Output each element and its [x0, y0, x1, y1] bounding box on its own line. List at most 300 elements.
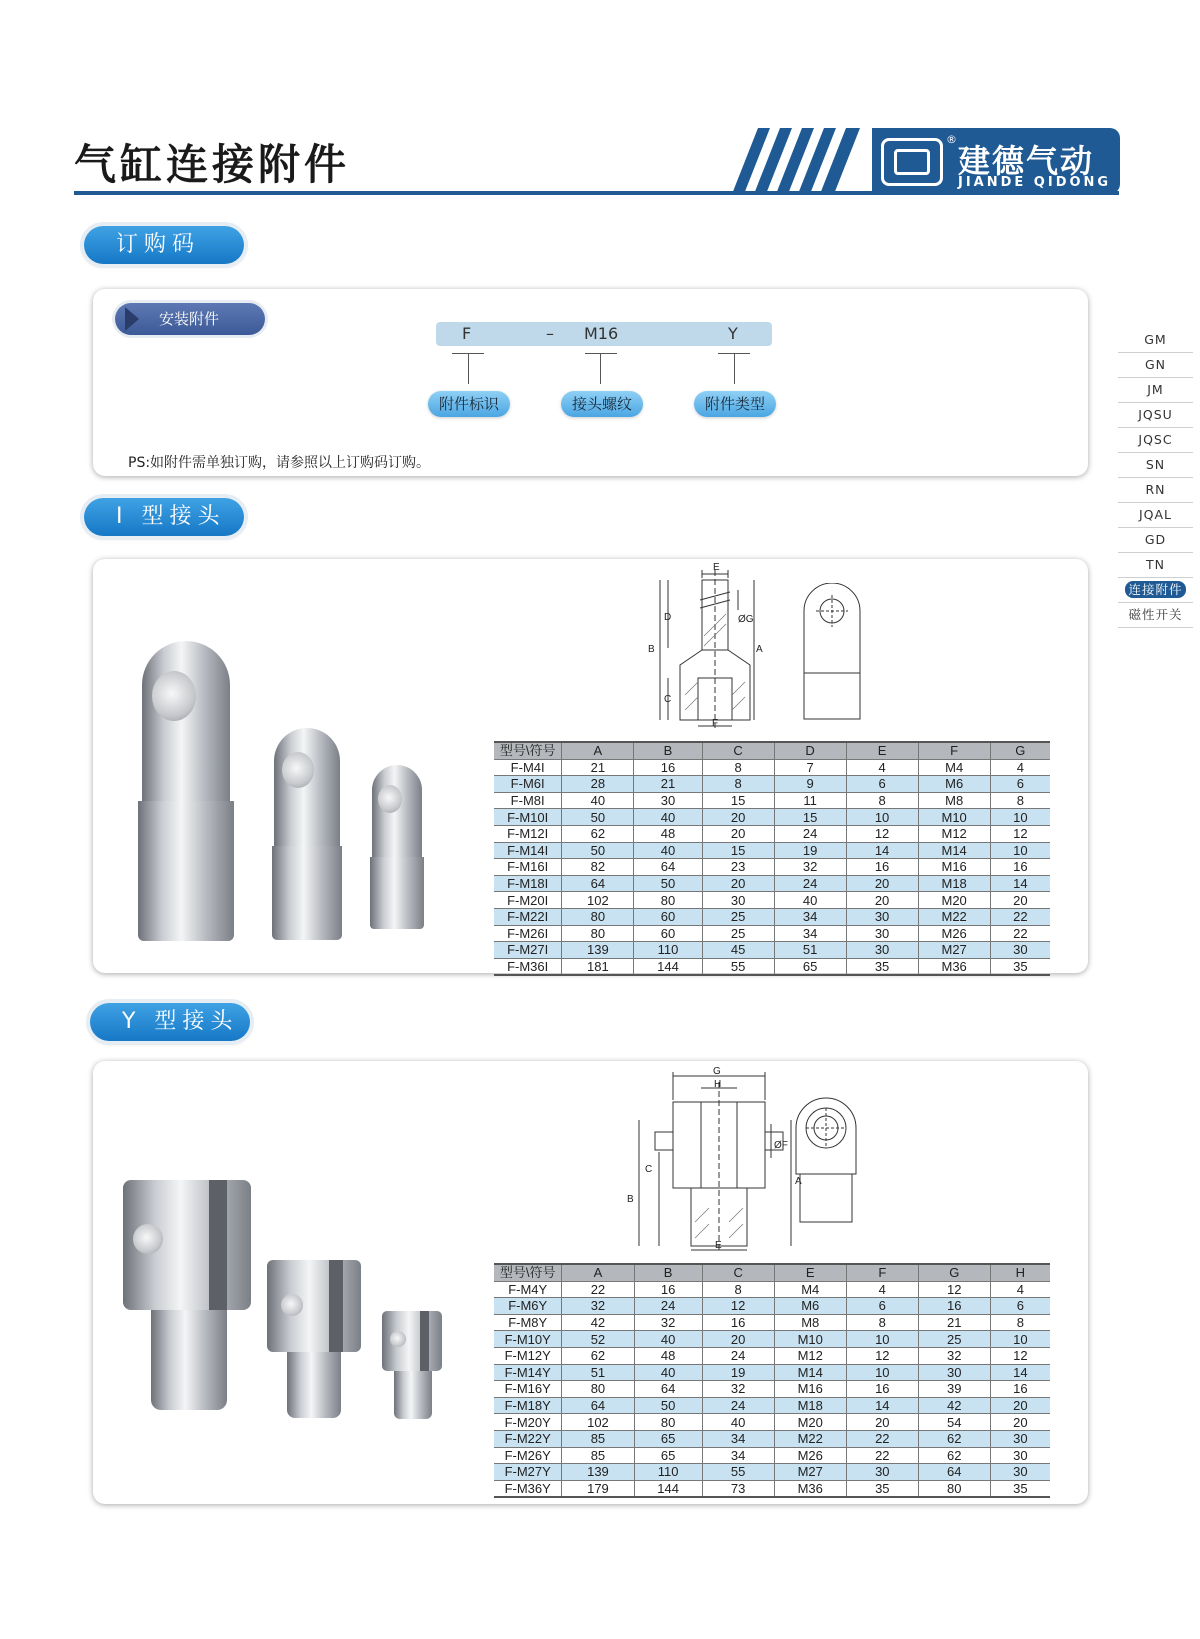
model-cell: F-M26I — [507, 925, 549, 941]
model-cell: F-M36Y — [504, 1481, 551, 1497]
table-row — [494, 792, 1050, 809]
table-row — [494, 908, 1050, 925]
value-cell: 16 — [702, 1314, 774, 1331]
table-row — [494, 759, 1050, 776]
model-cell: F-M36I — [507, 959, 549, 975]
value-cell: 6 — [990, 776, 1050, 793]
registered-mark: ® — [946, 133, 957, 146]
value-cell: 80 — [562, 908, 634, 925]
col-header: C — [702, 742, 774, 759]
table-row — [494, 1447, 1050, 1464]
i-joint-photo-large — [138, 641, 234, 941]
value-cell: 55 — [702, 958, 774, 975]
value-cell: 10 — [846, 1331, 918, 1348]
value-cell: 16 — [846, 859, 918, 876]
nav-item-tn[interactable]: TN — [1118, 553, 1193, 578]
value-cell: 30 — [702, 892, 774, 909]
value-cell: M26 — [918, 925, 990, 942]
model-cell: F-M12I — [507, 826, 549, 842]
model-cell: F-M20Y — [504, 1414, 551, 1430]
value-cell: 16 — [634, 759, 702, 776]
value-cell: 30 — [990, 942, 1050, 959]
table-row — [494, 958, 1050, 975]
value-cell: 139 — [562, 942, 634, 959]
value-cell: M14 — [918, 842, 990, 859]
label-accessory-id: 附件标识 — [428, 391, 510, 417]
value-cell: 24 — [702, 1397, 774, 1414]
value-cell: 21 — [918, 1314, 990, 1331]
value-cell: 65 — [634, 1447, 702, 1464]
model-cell: F-M4Y — [508, 1281, 548, 1297]
label-joint-thread: 接头螺纹 — [561, 391, 643, 417]
model-cell: F-M22Y — [504, 1431, 551, 1447]
value-cell: 21 — [634, 776, 702, 793]
dim-label-g: ØG — [738, 614, 754, 625]
sub-tag-mounting-accessory: 安装附件 — [115, 303, 265, 335]
model-cell: F-M6Y — [508, 1298, 548, 1314]
code-part-type: Y — [728, 324, 738, 343]
value-cell: 14 — [990, 875, 1050, 892]
value-cell: 80 — [562, 925, 634, 942]
value-cell: 34 — [774, 908, 846, 925]
value-cell: 6 — [846, 1298, 918, 1315]
section-title-order-code: 订购码 — [84, 226, 244, 264]
value-cell: 50 — [634, 1397, 702, 1414]
value-cell: M10 — [918, 809, 990, 826]
y-joint-photo-small — [382, 1307, 442, 1419]
value-cell: 22 — [990, 908, 1050, 925]
value-cell: 32 — [562, 1298, 634, 1315]
value-cell: 24 — [702, 1347, 774, 1364]
model-cell: F-M14Y — [504, 1364, 551, 1380]
value-cell: M16 — [774, 1381, 846, 1398]
nav-item-magnetic-switch[interactable]: 磁性开关 — [1118, 603, 1193, 628]
model-cell: F-M18Y — [504, 1398, 551, 1414]
col-header: E — [774, 1264, 846, 1281]
side-nav — [1118, 328, 1193, 628]
col-header: D — [774, 742, 846, 759]
code-part-f: F — [462, 324, 472, 343]
value-cell: 30 — [990, 1464, 1050, 1481]
value-cell: 16 — [634, 1281, 702, 1298]
value-cell: 10 — [990, 809, 1050, 826]
table-row — [494, 892, 1050, 909]
col-header: A — [562, 742, 634, 759]
value-cell: 51 — [562, 1364, 634, 1381]
value-cell: 110 — [634, 942, 702, 959]
value-cell: 40 — [774, 892, 846, 909]
value-cell: 30 — [846, 1464, 918, 1481]
nav-item-rn[interactable]: RN — [1118, 478, 1193, 503]
value-cell: 179 — [562, 1480, 634, 1497]
value-cell: M36 — [918, 958, 990, 975]
value-cell: 181 — [562, 958, 634, 975]
section-title-i-joint: I 型接头 — [84, 498, 244, 536]
value-cell: 24 — [774, 825, 846, 842]
value-cell: M22 — [774, 1430, 846, 1447]
table-header-row — [494, 742, 1050, 759]
value-cell: M8 — [918, 792, 990, 809]
value-cell: 65 — [774, 958, 846, 975]
dim-label-f: F — [712, 718, 719, 729]
value-cell: 80 — [634, 892, 702, 909]
value-cell: 80 — [562, 1381, 634, 1398]
value-cell: 54 — [918, 1414, 990, 1431]
order-note: PS:如附件需单独订购，请参照以上订购码订购。 — [128, 455, 431, 471]
value-cell: 20 — [990, 1414, 1050, 1431]
value-cell: 64 — [634, 859, 702, 876]
value-cell: 30 — [990, 1447, 1050, 1464]
col-header: F — [846, 1264, 918, 1281]
value-cell: 102 — [562, 1414, 634, 1431]
value-cell: 20 — [990, 892, 1050, 909]
value-cell: 10 — [846, 809, 918, 826]
table-row — [494, 1464, 1050, 1481]
i-joint-spec-table — [494, 741, 1050, 976]
model-cell: F-M12Y — [504, 1348, 551, 1364]
col-header: 型号\符号 — [499, 1265, 556, 1281]
value-cell: 80 — [634, 1414, 702, 1431]
table-row — [494, 859, 1050, 876]
table-row — [494, 776, 1050, 793]
nav-item-gd[interactable]: GD — [1118, 528, 1193, 553]
value-cell: 30 — [634, 792, 702, 809]
y-joint-photo-medium — [267, 1252, 361, 1418]
table-row — [494, 825, 1050, 842]
table-row — [494, 842, 1050, 859]
value-cell: 40 — [634, 842, 702, 859]
value-cell: 32 — [702, 1381, 774, 1398]
value-cell: 144 — [634, 958, 702, 975]
y-joint-spec-table — [494, 1263, 1050, 1498]
brand-pinyin: JIANDE QIDONG — [958, 175, 1112, 190]
value-cell: 42 — [562, 1314, 634, 1331]
value-cell: 34 — [774, 925, 846, 942]
value-cell: 6 — [990, 1298, 1050, 1315]
col-header: A — [562, 1264, 634, 1281]
value-cell: 22 — [990, 925, 1050, 942]
i-joint-photo-small — [370, 765, 424, 929]
value-cell: M4 — [918, 759, 990, 776]
value-cell: 14 — [846, 842, 918, 859]
value-cell: 60 — [634, 925, 702, 942]
value-cell: 25 — [918, 1331, 990, 1348]
value-cell: M18 — [774, 1397, 846, 1414]
value-cell: 52 — [562, 1331, 634, 1348]
value-cell: 32 — [918, 1347, 990, 1364]
value-cell: M18 — [918, 875, 990, 892]
value-cell: M6 — [774, 1298, 846, 1315]
value-cell: M26 — [774, 1447, 846, 1464]
model-cell: F-M18I — [507, 876, 549, 892]
nav-item-gm[interactable]: GM — [1118, 328, 1193, 353]
table-row — [494, 925, 1050, 942]
value-cell: 20 — [846, 875, 918, 892]
value-cell: 16 — [990, 859, 1050, 876]
value-cell: 25 — [702, 925, 774, 942]
table-row — [494, 1314, 1050, 1331]
value-cell: 10 — [990, 842, 1050, 859]
value-cell: M20 — [774, 1414, 846, 1431]
value-cell: 19 — [774, 842, 846, 859]
model-cell: F-M4I — [510, 759, 545, 775]
value-cell: 4 — [846, 1281, 918, 1298]
model-cell: F-M10I — [507, 809, 549, 825]
value-cell: 50 — [634, 875, 702, 892]
value-cell: 102 — [562, 892, 634, 909]
value-cell: 8 — [702, 776, 774, 793]
brand-name: 建德气动 — [958, 142, 1095, 180]
value-cell: 64 — [918, 1464, 990, 1481]
dim-label-e: E — [715, 1240, 722, 1251]
dim-label-e: E — [713, 562, 720, 573]
dim-label-f: ØF — [774, 1140, 788, 1151]
value-cell: 15 — [702, 792, 774, 809]
value-cell: 42 — [918, 1397, 990, 1414]
value-cell: M27 — [774, 1464, 846, 1481]
value-cell: 24 — [634, 1298, 702, 1315]
value-cell: 12 — [846, 825, 918, 842]
model-cell: F-M14I — [507, 842, 549, 858]
table-row — [494, 809, 1050, 826]
value-cell: 7 — [774, 759, 846, 776]
value-cell: 64 — [562, 1397, 634, 1414]
value-cell: 14 — [990, 1364, 1050, 1381]
value-cell: 48 — [634, 825, 702, 842]
value-cell: 73 — [702, 1480, 774, 1497]
value-cell: 8 — [702, 759, 774, 776]
dim-label-g: G — [713, 1066, 721, 1077]
value-cell: 16 — [990, 1381, 1050, 1398]
value-cell: 40 — [634, 1331, 702, 1348]
col-header: F — [918, 742, 990, 759]
table-row — [494, 1430, 1050, 1447]
code-part-dash: – — [546, 324, 554, 343]
value-cell: 40 — [634, 1364, 702, 1381]
value-cell: 4 — [846, 759, 918, 776]
value-cell: 24 — [774, 875, 846, 892]
value-cell: 20 — [990, 1397, 1050, 1414]
dim-label-b: B — [627, 1194, 634, 1205]
value-cell: 9 — [774, 776, 846, 793]
value-cell: M20 — [918, 892, 990, 909]
value-cell: M10 — [774, 1331, 846, 1348]
table-row — [494, 1331, 1050, 1348]
col-header: B — [634, 1264, 702, 1281]
nav-item-jqsc[interactable]: JQSC — [1118, 428, 1193, 453]
nav-item-gn[interactable]: GN — [1118, 353, 1193, 378]
value-cell: 85 — [562, 1430, 634, 1447]
value-cell: 8 — [846, 792, 918, 809]
value-cell: 65 — [634, 1430, 702, 1447]
value-cell: 16 — [918, 1298, 990, 1315]
model-cell: F-M6I — [510, 776, 545, 792]
value-cell: 35 — [990, 1480, 1050, 1497]
value-cell: 40 — [562, 792, 634, 809]
value-cell: 34 — [702, 1447, 774, 1464]
table-row — [494, 1480, 1050, 1497]
model-cell: F-M26Y — [504, 1447, 551, 1463]
value-cell: 30 — [918, 1364, 990, 1381]
y-joint-photo-large — [123, 1166, 251, 1410]
model-cell: F-M10Y — [504, 1331, 551, 1347]
value-cell: 51 — [774, 942, 846, 959]
value-cell: 12 — [846, 1347, 918, 1364]
value-cell: 4 — [990, 759, 1050, 776]
dim-label-a: A — [795, 1176, 802, 1187]
value-cell: 35 — [990, 958, 1050, 975]
nav-item-sn[interactable]: SN — [1118, 453, 1193, 478]
col-header: H — [990, 1264, 1050, 1281]
model-cell: F-M20I — [507, 892, 549, 908]
value-cell: M12 — [774, 1347, 846, 1364]
dim-label-c: C — [645, 1164, 653, 1175]
nav-item-jm[interactable]: JM — [1118, 378, 1193, 403]
col-header: E — [846, 742, 918, 759]
value-cell: 12 — [918, 1281, 990, 1298]
value-cell: 20 — [702, 1331, 774, 1348]
section-title-y-joint: Y 型接头 — [90, 1003, 250, 1041]
table-row — [494, 1364, 1050, 1381]
value-cell: 4 — [990, 1281, 1050, 1298]
table-row — [494, 1281, 1050, 1298]
value-cell: 39 — [918, 1381, 990, 1398]
code-part-thread: M16 — [584, 324, 619, 343]
value-cell: 110 — [634, 1464, 702, 1481]
value-cell: 22 — [846, 1430, 918, 1447]
y-joint-side-view — [790, 1094, 862, 1224]
value-cell: 8 — [990, 792, 1050, 809]
value-cell: M12 — [918, 825, 990, 842]
value-cell: 48 — [634, 1347, 702, 1364]
value-cell: 15 — [702, 842, 774, 859]
value-cell: 12 — [702, 1298, 774, 1315]
value-cell: 60 — [634, 908, 702, 925]
value-cell: M16 — [918, 859, 990, 876]
value-cell: 11 — [774, 792, 846, 809]
value-cell: 6 — [846, 776, 918, 793]
value-cell: 10 — [846, 1364, 918, 1381]
col-header: G — [918, 1264, 990, 1281]
value-cell: 23 — [702, 859, 774, 876]
dim-label-b: B — [648, 644, 655, 655]
model-cell: F-M16I — [507, 859, 549, 875]
value-cell: 34 — [702, 1430, 774, 1447]
dim-label-d: D — [664, 612, 672, 623]
value-cell: 22 — [846, 1447, 918, 1464]
value-cell: 85 — [562, 1447, 634, 1464]
col-header: B — [634, 742, 702, 759]
value-cell: M8 — [774, 1314, 846, 1331]
value-cell: 35 — [846, 1480, 918, 1497]
value-cell: 32 — [774, 859, 846, 876]
value-cell: 12 — [990, 825, 1050, 842]
model-cell: F-M16Y — [504, 1381, 551, 1397]
value-cell: 20 — [702, 875, 774, 892]
value-cell: M6 — [918, 776, 990, 793]
value-cell: 25 — [702, 908, 774, 925]
value-cell: 64 — [634, 1381, 702, 1398]
table-row — [494, 1381, 1050, 1398]
value-cell: 62 — [918, 1430, 990, 1447]
value-cell: 64 — [562, 875, 634, 892]
value-cell: 10 — [990, 1331, 1050, 1348]
dim-label-c: C — [664, 694, 672, 705]
table-row — [494, 1414, 1050, 1431]
nav-item-accessories[interactable]: 连接附件 — [1118, 578, 1193, 603]
value-cell: 8 — [846, 1314, 918, 1331]
value-cell: 21 — [562, 759, 634, 776]
table-row — [494, 875, 1050, 892]
value-cell: 40 — [634, 809, 702, 826]
value-cell: 28 — [562, 776, 634, 793]
col-header: G — [990, 742, 1050, 759]
value-cell: 20 — [846, 892, 918, 909]
nav-item-jqal[interactable]: JQAL — [1118, 503, 1193, 528]
value-cell: 139 — [562, 1464, 634, 1481]
dim-label-h: H — [714, 1079, 722, 1090]
value-cell: 62 — [562, 1347, 634, 1364]
table-row — [494, 942, 1050, 959]
value-cell: 20 — [846, 1414, 918, 1431]
col-header: 型号\符号 — [499, 743, 556, 759]
value-cell: 55 — [702, 1464, 774, 1481]
value-cell: 32 — [634, 1314, 702, 1331]
label-accessory-type: 附件类型 — [694, 391, 776, 417]
table-row — [494, 1397, 1050, 1414]
value-cell: 45 — [702, 942, 774, 959]
i-joint-photo-medium — [272, 728, 342, 940]
model-cell: F-M8I — [510, 793, 545, 809]
value-cell: 144 — [634, 1480, 702, 1497]
dim-label-a: A — [756, 644, 763, 655]
page-title: 气缸连接附件 — [74, 140, 351, 189]
value-cell: 50 — [562, 842, 634, 859]
value-cell: 82 — [562, 859, 634, 876]
value-cell: 40 — [702, 1414, 774, 1431]
value-cell: M27 — [918, 942, 990, 959]
value-cell: 80 — [918, 1480, 990, 1497]
nav-item-jqsu[interactable]: JQSU — [1118, 403, 1193, 428]
value-cell: 62 — [562, 825, 634, 842]
value-cell: 30 — [846, 942, 918, 959]
value-cell: 35 — [846, 958, 918, 975]
col-header: C — [702, 1264, 774, 1281]
model-cell: F-M27Y — [504, 1464, 551, 1480]
value-cell: 8 — [990, 1314, 1050, 1331]
brand-logo-icon — [881, 138, 943, 186]
value-cell: 50 — [562, 809, 634, 826]
value-cell: 20 — [702, 809, 774, 826]
value-cell: 19 — [702, 1364, 774, 1381]
value-cell: 16 — [846, 1381, 918, 1398]
model-cell: F-M22I — [507, 909, 549, 925]
i-joint-side-view — [800, 583, 864, 721]
table-header-row — [494, 1264, 1050, 1281]
value-cell: 30 — [846, 925, 918, 942]
model-cell: F-M8Y — [508, 1315, 548, 1331]
value-cell: 30 — [990, 1430, 1050, 1447]
table-row — [494, 1347, 1050, 1364]
value-cell: 62 — [918, 1447, 990, 1464]
model-cell: F-M27I — [507, 942, 549, 958]
value-cell: 20 — [702, 825, 774, 842]
value-cell: 30 — [846, 908, 918, 925]
value-cell: 8 — [702, 1281, 774, 1298]
value-cell: 22 — [562, 1281, 634, 1298]
value-cell: 15 — [774, 809, 846, 826]
value-cell: 14 — [846, 1397, 918, 1414]
